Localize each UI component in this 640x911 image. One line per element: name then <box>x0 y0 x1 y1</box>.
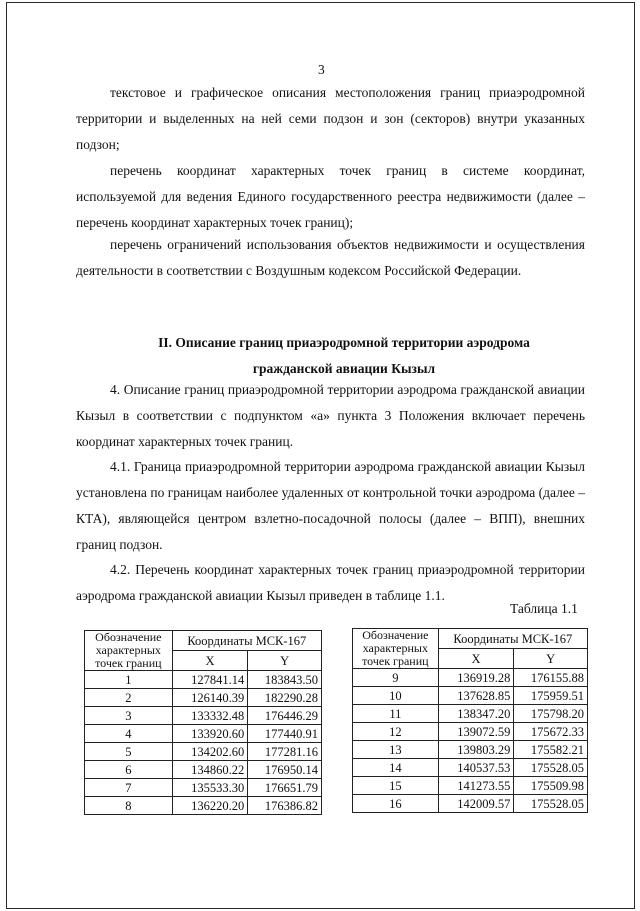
cell-y: 175509.98 <box>514 777 588 795</box>
table-row <box>85 743 322 761</box>
header-coordinates: Координаты МСК-167 <box>438 629 587 649</box>
header-x: X <box>172 651 248 671</box>
cell-point-number: 4 <box>85 725 173 743</box>
cell-y: 182290.28 <box>248 689 322 707</box>
table-row <box>85 761 322 779</box>
table-row <box>353 723 588 741</box>
paragraph-restrictions-list: перечень ограничений использования объектов недвижимости и осуществления деятельности в соответствии с Воздушным кодексом Российской Федерации. <box>76 237 585 278</box>
cell-x: 140537.53 <box>438 759 514 777</box>
cell-x: 126140.39 <box>172 689 248 707</box>
cell-x: 133920.60 <box>172 725 248 743</box>
paragraph-text-description: текстовое и графическое описания местоположения границ приаэродромной территории и выделенных на ней семи подзон и зон (секторов) внутри указанных подзон; <box>76 85 585 152</box>
coordinates-table-left-body <box>85 671 322 815</box>
cell-point-number: 1 <box>85 671 173 689</box>
table-row <box>353 705 588 723</box>
cell-point-number: 11 <box>353 705 439 723</box>
coordinates-table-right <box>352 628 588 813</box>
cell-point-number: 3 <box>85 707 173 725</box>
cell-x: 134202.60 <box>172 743 248 761</box>
section-heading-line-1: II. Описание границ приаэродромной территории аэродрома <box>158 335 530 350</box>
cell-x: 141273.55 <box>438 777 514 795</box>
cell-point-number: 12 <box>353 723 439 741</box>
cell-point-number: 7 <box>85 779 173 797</box>
cell-x: 142009.57 <box>438 795 514 813</box>
cell-x: 133332.48 <box>172 707 248 725</box>
table-row <box>353 669 588 687</box>
table-caption: Таблица 1.1 <box>510 601 578 616</box>
paragraph-4: 4. Описание границ приаэродромной территории аэродрома гражданской авиации Кызыл в соответствии с подпунктом «а» пункта 3 Положения включает перечень координат характерных точек границ. <box>76 382 585 449</box>
cell-y: 175528.05 <box>514 759 588 777</box>
cell-point-number: 16 <box>353 795 439 813</box>
cell-x: 136220.20 <box>172 797 248 815</box>
table-row <box>85 779 322 797</box>
cell-x: 139072.59 <box>438 723 514 741</box>
cell-point-number: 6 <box>85 761 173 779</box>
cell-y: 183843.50 <box>248 671 322 689</box>
cell-point-number: 9 <box>353 669 439 687</box>
cell-y: 177281.16 <box>248 743 322 761</box>
paragraph-4-1: 4.1. Граница приаэродромной территории аэродрома гражданской авиации Кызыл установлена по границам наиболее удаленных от контрольной точки аэродрома (далее – КТА), являющейся центром взлетно-посадочной полосы (далее – ВПП), внешних границ подзон. <box>76 459 585 552</box>
cell-y: 175959.51 <box>514 687 588 705</box>
cell-x: 135533.30 <box>172 779 248 797</box>
section-heading-line-2: гражданской авиации Кызыл <box>252 361 436 376</box>
cell-point-number: 10 <box>353 687 439 705</box>
table-row <box>85 671 322 689</box>
table-row <box>353 741 588 759</box>
paragraph-4-2: 4.2. Перечень координат характерных точек границ приаэродромной территории аэродрома гражданской авиации Кызыл приведен в таблице 1.1. <box>76 562 585 603</box>
header-y: Y <box>248 651 322 671</box>
header-point-designation: Обозначение характерных точек границ <box>353 629 439 669</box>
section-heading <box>76 330 612 382</box>
cell-y: 175582.21 <box>514 741 588 759</box>
header-x: X <box>438 649 514 669</box>
table-row <box>353 759 588 777</box>
cell-point-number: 15 <box>353 777 439 795</box>
header-coordinates: Координаты МСК-167 <box>172 631 321 651</box>
cell-point-number: 2 <box>85 689 173 707</box>
table-row <box>353 795 588 813</box>
cell-point-number: 5 <box>85 743 173 761</box>
cell-x: 127841.14 <box>172 671 248 689</box>
cell-x: 137628.85 <box>438 687 514 705</box>
paragraph-coordinates-list: перечень координат характерных точек границ в системе координат, используемой для ведения Единого государственного реестра недвижимости (далее – перечень координат характерных точек границ); <box>76 163 585 230</box>
cell-y: 175798.20 <box>514 705 588 723</box>
table-row <box>85 689 322 707</box>
cell-x: 138347.20 <box>438 705 514 723</box>
cell-x: 139803.29 <box>438 741 514 759</box>
cell-x: 136919.28 <box>438 669 514 687</box>
header-y: Y <box>514 649 588 669</box>
cell-y: 175528.05 <box>514 795 588 813</box>
header-point-designation: Обозначение характерных точек границ <box>85 631 173 671</box>
table-row <box>85 797 322 815</box>
cell-y: 176386.82 <box>248 797 322 815</box>
cell-x: 134860.22 <box>172 761 248 779</box>
table-row <box>85 725 322 743</box>
cell-y: 176446.29 <box>248 707 322 725</box>
table-row <box>353 777 588 795</box>
table-row <box>353 687 588 705</box>
cell-y: 175672.33 <box>514 723 588 741</box>
coordinates-table-right-body <box>353 669 588 813</box>
cell-point-number: 14 <box>353 759 439 777</box>
page-number: 3 <box>318 62 325 77</box>
cell-y: 176651.79 <box>248 779 322 797</box>
cell-point-number: 8 <box>85 797 173 815</box>
cell-y: 176155.88 <box>514 669 588 687</box>
cell-y: 176950.14 <box>248 761 322 779</box>
coordinates-table-left <box>84 630 322 815</box>
table-row <box>85 707 322 725</box>
cell-y: 177440.91 <box>248 725 322 743</box>
cell-point-number: 13 <box>353 741 439 759</box>
